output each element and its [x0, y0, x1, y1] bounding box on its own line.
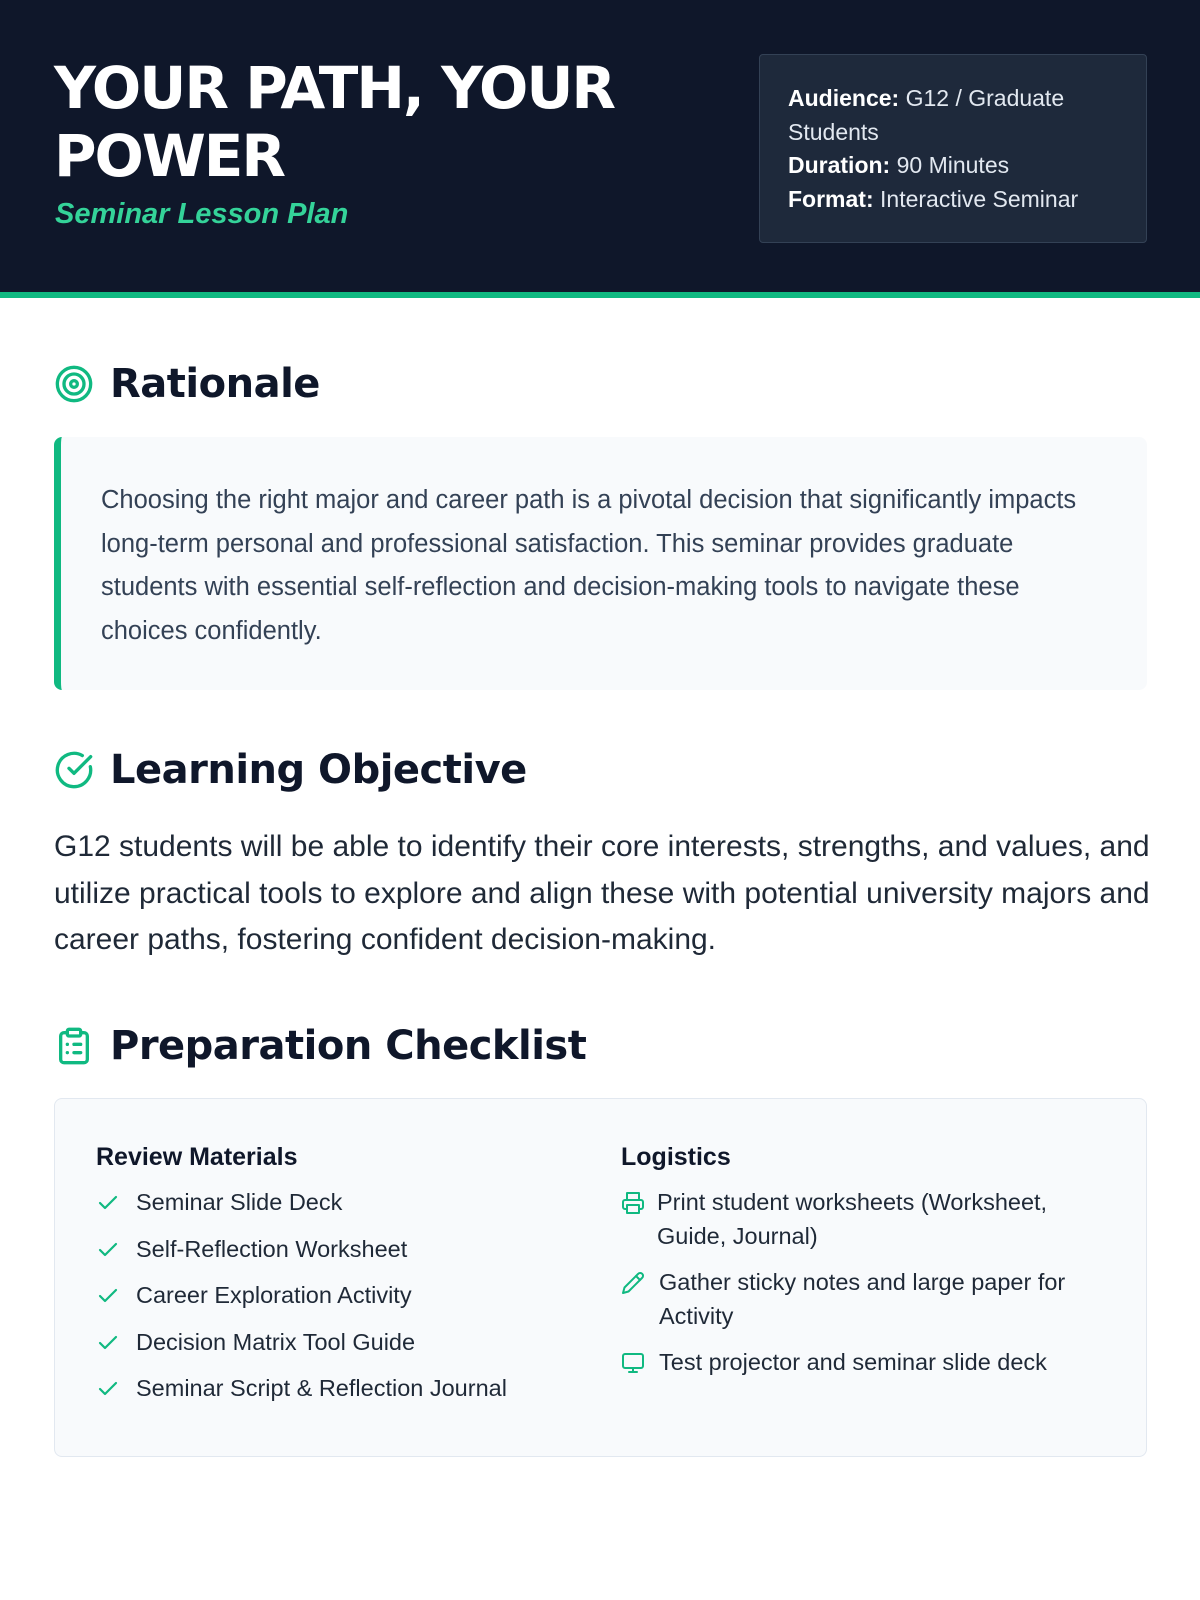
meta-audience-label: Audience:: [788, 85, 900, 111]
list-item: [96, 1372, 576, 1406]
meta-format: [788, 183, 1118, 217]
list-item-text: Seminar Slide Deck: [136, 1189, 343, 1215]
list-item: [96, 1326, 576, 1360]
monitor-icon: [621, 1351, 645, 1375]
target-icon: [54, 364, 94, 404]
page-header: [0, 0, 1200, 298]
meta-format-label: Format:: [788, 185, 874, 212]
check-icon: [96, 1284, 120, 1308]
rationale-text: Choosing the right major and career path is a pivotal decision that significantly impacts long-term personal and professional satisfaction. This seminar provides graduate students with essential self-reflection and decision-making tools to navigate these choices confidently.: [54, 437, 1147, 690]
list-item-text: Self-Reflection Worksheet: [136, 1235, 408, 1262]
meta-duration: [788, 149, 1118, 183]
list-item-text: Test projector and seminar slide deck: [659, 1349, 1047, 1375]
review-materials-title: Review Materials: [96, 1143, 298, 1171]
checklist-card: [54, 1098, 1147, 1457]
meta-duration-label: Duration:: [788, 152, 891, 178]
printer-icon: [621, 1191, 645, 1215]
meta-audience-value: G12 / Graduate Students: [788, 85, 1065, 145]
review-materials-column: [96, 1143, 576, 1419]
lesson-meta-card: [759, 54, 1147, 243]
list-item-text: Decision Matrix Tool Guide: [136, 1328, 416, 1355]
list-item-text: Seminar Script & Reflection Journal: [136, 1375, 507, 1401]
meta-format-value: Interactive Seminar: [880, 185, 1079, 212]
list-item-text: Print student worksheets (Worksheet, Guide, Journal): [657, 1189, 1048, 1249]
check-icon: [96, 1377, 120, 1401]
check-icon: [96, 1238, 120, 1262]
pencil-icon: [621, 1271, 645, 1295]
review-materials-list: [96, 1186, 576, 1406]
list-item-text: Gather sticky notes and large paper for Activity: [659, 1269, 1066, 1329]
objective-text: G12 students will be able to identify their core interests, strengths, and values, and utilize practical tools to explore and align these with potential university majors and career paths, fostering confident decision-making.: [54, 830, 1150, 956]
check-circle-icon: [54, 750, 94, 790]
page-subtitle: Seminar Lesson Plan: [55, 198, 349, 230]
list-item: [621, 1266, 1101, 1333]
check-icon: [96, 1191, 120, 1215]
logistics-list: [621, 1186, 1101, 1380]
logistics-column: [621, 1143, 1101, 1393]
list-item: [96, 1233, 576, 1267]
list-item: [621, 1346, 1101, 1380]
checklist-heading: Preparation Checklist: [110, 1023, 587, 1069]
check-icon: [96, 1331, 120, 1355]
meta-audience: [788, 82, 1118, 149]
list-item: [96, 1186, 576, 1220]
objective-heading: Learning Objective: [110, 747, 527, 793]
page-title: YOUR PATH, YOUR POWER: [54, 54, 615, 190]
rationale-heading: Rationale: [110, 361, 320, 407]
checklist-header: [54, 1023, 586, 1069]
objective-header: [54, 747, 527, 793]
clipboard-icon: [54, 1026, 94, 1066]
rationale-header: [54, 361, 320, 407]
list-item: [621, 1186, 1101, 1253]
list-item-text: Career Exploration Activity: [136, 1282, 412, 1308]
meta-duration-value: 90 Minutes: [896, 152, 1010, 178]
logistics-title: Logistics: [621, 1143, 731, 1171]
list-item: [96, 1279, 576, 1313]
